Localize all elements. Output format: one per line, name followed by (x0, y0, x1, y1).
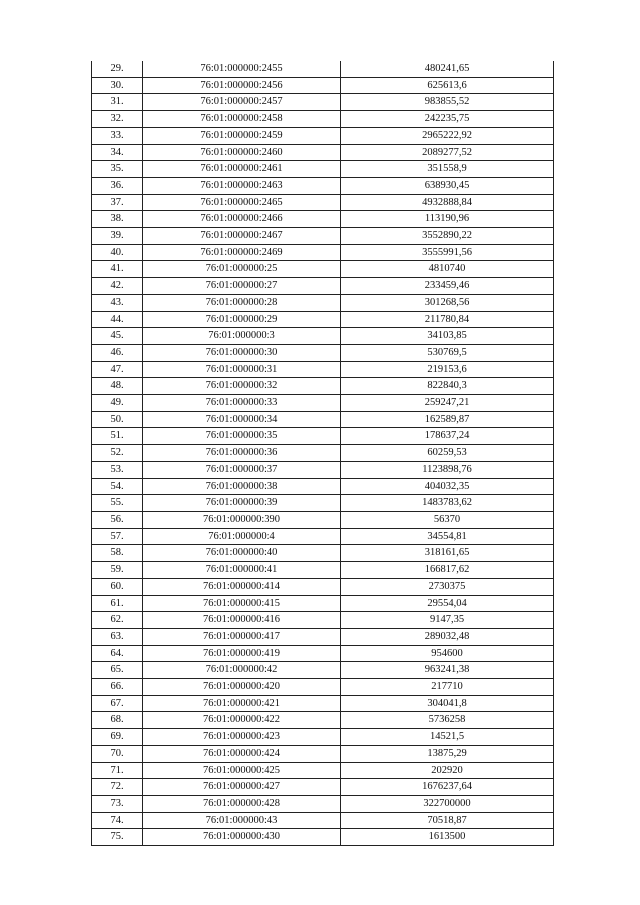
row-number-cell: 43. (92, 294, 143, 311)
table-row (92, 578, 554, 595)
cadastral-value-cell: 166817,62 (341, 562, 554, 579)
cadastral-value-cell: 14521,5 (341, 729, 554, 746)
table-row (92, 729, 554, 746)
cadastral-value-cell: 178637,24 (341, 428, 554, 445)
table-row (92, 411, 554, 428)
cadastral-number-cell: 76:01:000000:2459 (143, 127, 341, 144)
row-number-cell: 38. (92, 211, 143, 228)
table-row (92, 77, 554, 94)
cadastral-value-cell: 113190,96 (341, 211, 554, 228)
row-number-cell: 50. (92, 411, 143, 428)
table-row (92, 161, 554, 178)
cadastral-number-cell: 76:01:000000:42 (143, 662, 341, 679)
cadastral-number-cell: 76:01:000000:39 (143, 495, 341, 512)
cadastral-value-cell: 13875,29 (341, 745, 554, 762)
row-number-cell: 34. (92, 144, 143, 161)
cadastral-number-cell: 76:01:000000:37 (143, 461, 341, 478)
cadastral-value-cell: 304041,8 (341, 695, 554, 712)
table-row (92, 361, 554, 378)
row-number-cell: 51. (92, 428, 143, 445)
row-number-cell: 44. (92, 311, 143, 328)
table-row (92, 495, 554, 512)
cadastral-value-cell: 318161,65 (341, 545, 554, 562)
cadastral-value-cell: 4932888,84 (341, 194, 554, 211)
cadastral-number-cell: 76:01:000000:2467 (143, 228, 341, 245)
table-row (92, 445, 554, 462)
row-number-cell: 70. (92, 745, 143, 762)
row-number-cell: 45. (92, 328, 143, 345)
cadastral-value-cell: 3552890,22 (341, 228, 554, 245)
table-row (92, 94, 554, 111)
cadastral-value-cell: 404032,35 (341, 478, 554, 495)
cadastral-value-cell: 34103,85 (341, 328, 554, 345)
row-number-cell: 31. (92, 94, 143, 111)
row-number-cell: 59. (92, 562, 143, 579)
cadastral-value-cell: 1483783,62 (341, 495, 554, 512)
cadastral-number-cell: 76:01:000000:425 (143, 762, 341, 779)
cadastral-number-cell: 76:01:000000:33 (143, 395, 341, 412)
cadastral-number-cell: 76:01:000000:2469 (143, 244, 341, 261)
table-row (92, 395, 554, 412)
row-number-cell: 40. (92, 244, 143, 261)
row-number-cell: 36. (92, 177, 143, 194)
table-row (92, 511, 554, 528)
table-row (92, 695, 554, 712)
cadastral-number-cell: 76:01:000000:29 (143, 311, 341, 328)
row-number-cell: 64. (92, 645, 143, 662)
table-row (92, 545, 554, 562)
cadastral-value-table (91, 61, 554, 846)
table-row (92, 829, 554, 846)
cadastral-number-cell: 76:01:000000:36 (143, 445, 341, 462)
cadastral-value-cell: 322700000 (341, 795, 554, 812)
cadastral-value-cell: 9147,35 (341, 612, 554, 629)
cadastral-value-cell: 954600 (341, 645, 554, 662)
cadastral-number-cell: 76:01:000000:32 (143, 378, 341, 395)
table-row (92, 628, 554, 645)
table-row (92, 679, 554, 696)
cadastral-number-cell: 76:01:000000:2457 (143, 94, 341, 111)
cadastral-value-cell: 351558,9 (341, 161, 554, 178)
cadastral-number-cell: 76:01:000000:28 (143, 294, 341, 311)
table-row (92, 528, 554, 545)
cadastral-number-cell: 76:01:000000:27 (143, 278, 341, 295)
row-number-cell: 55. (92, 495, 143, 512)
cadastral-value-cell: 4810740 (341, 261, 554, 278)
row-number-cell: 75. (92, 829, 143, 846)
cadastral-value-cell: 34554,81 (341, 528, 554, 545)
row-number-cell: 58. (92, 545, 143, 562)
cadastral-number-cell: 76:01:000000:34 (143, 411, 341, 428)
table-row (92, 328, 554, 345)
row-number-cell: 57. (92, 528, 143, 545)
cadastral-value-cell: 480241,65 (341, 61, 554, 77)
table-body (92, 61, 554, 846)
row-number-cell: 69. (92, 729, 143, 746)
row-number-cell: 46. (92, 344, 143, 361)
table-row (92, 812, 554, 829)
row-number-cell: 54. (92, 478, 143, 495)
row-number-cell: 67. (92, 695, 143, 712)
row-number-cell: 33. (92, 127, 143, 144)
cadastral-number-cell: 76:01:000000:415 (143, 595, 341, 612)
table-row (92, 311, 554, 328)
table-row (92, 111, 554, 128)
cadastral-value-cell: 202920 (341, 762, 554, 779)
cadastral-value-cell: 217710 (341, 679, 554, 696)
cadastral-value-cell: 1613500 (341, 829, 554, 846)
table-row (92, 762, 554, 779)
cadastral-value-cell: 2965222,92 (341, 127, 554, 144)
row-number-cell: 56. (92, 511, 143, 528)
cadastral-number-cell: 76:01:000000:25 (143, 261, 341, 278)
cadastral-value-cell: 60259,53 (341, 445, 554, 462)
row-number-cell: 41. (92, 261, 143, 278)
table-row (92, 428, 554, 445)
row-number-cell: 53. (92, 461, 143, 478)
cadastral-number-cell: 76:01:000000:427 (143, 779, 341, 796)
row-number-cell: 39. (92, 228, 143, 245)
cadastral-value-cell: 301268,56 (341, 294, 554, 311)
cadastral-number-cell: 76:01:000000:390 (143, 511, 341, 528)
table-row (92, 779, 554, 796)
cadastral-number-cell: 76:01:000000:2461 (143, 161, 341, 178)
cadastral-number-cell: 76:01:000000:417 (143, 628, 341, 645)
row-number-cell: 74. (92, 812, 143, 829)
cadastral-number-cell: 76:01:000000:4 (143, 528, 341, 545)
cadastral-number-cell: 76:01:000000:30 (143, 344, 341, 361)
row-number-cell: 68. (92, 712, 143, 729)
cadastral-value-cell: 70518,87 (341, 812, 554, 829)
cadastral-value-cell: 983855,52 (341, 94, 554, 111)
cadastral-value-cell: 233459,46 (341, 278, 554, 295)
table-row (92, 278, 554, 295)
table-row (92, 562, 554, 579)
row-number-cell: 37. (92, 194, 143, 211)
row-number-cell: 35. (92, 161, 143, 178)
table-row (92, 244, 554, 261)
row-number-cell: 65. (92, 662, 143, 679)
cadastral-number-cell: 76:01:000000:35 (143, 428, 341, 445)
row-number-cell: 72. (92, 779, 143, 796)
cadastral-value-cell: 2089277,52 (341, 144, 554, 161)
table-row (92, 745, 554, 762)
cadastral-value-cell: 242235,75 (341, 111, 554, 128)
cadastral-number-cell: 76:01:000000:2463 (143, 177, 341, 194)
cadastral-number-cell: 76:01:000000:38 (143, 478, 341, 495)
row-number-cell: 48. (92, 378, 143, 395)
cadastral-number-cell: 76:01:000000:43 (143, 812, 341, 829)
cadastral-value-cell: 211780,84 (341, 311, 554, 328)
cadastral-number-cell: 76:01:000000:2458 (143, 111, 341, 128)
table-row (92, 712, 554, 729)
cadastral-value-cell: 259247,21 (341, 395, 554, 412)
cadastral-number-cell: 76:01:000000:3 (143, 328, 341, 345)
table-row (92, 795, 554, 812)
table-row (92, 177, 554, 194)
row-number-cell: 47. (92, 361, 143, 378)
cadastral-number-cell: 76:01:000000:421 (143, 695, 341, 712)
cadastral-number-cell: 76:01:000000:428 (143, 795, 341, 812)
table-row (92, 612, 554, 629)
cadastral-number-cell: 76:01:000000:40 (143, 545, 341, 562)
cadastral-number-cell: 76:01:000000:416 (143, 612, 341, 629)
row-number-cell: 60. (92, 578, 143, 595)
table-row (92, 344, 554, 361)
cadastral-value-cell: 530769,5 (341, 344, 554, 361)
cadastral-value-cell: 219153,6 (341, 361, 554, 378)
cadastral-number-cell: 76:01:000000:424 (143, 745, 341, 762)
table-row (92, 294, 554, 311)
cadastral-number-cell: 76:01:000000:2465 (143, 194, 341, 211)
cadastral-number-cell: 76:01:000000:430 (143, 829, 341, 846)
cadastral-value-cell: 963241,38 (341, 662, 554, 679)
row-number-cell: 42. (92, 278, 143, 295)
cadastral-number-cell: 76:01:000000:2466 (143, 211, 341, 228)
table-row (92, 378, 554, 395)
cadastral-value-cell: 5736258 (341, 712, 554, 729)
row-number-cell: 66. (92, 679, 143, 696)
table-row (92, 595, 554, 612)
cadastral-value-cell: 1123898,76 (341, 461, 554, 478)
table-row (92, 211, 554, 228)
row-number-cell: 71. (92, 762, 143, 779)
row-number-cell: 52. (92, 445, 143, 462)
table-row (92, 461, 554, 478)
cadastral-number-cell: 76:01:000000:2460 (143, 144, 341, 161)
cadastral-number-cell: 76:01:000000:420 (143, 679, 341, 696)
cadastral-value-cell: 56370 (341, 511, 554, 528)
row-number-cell: 73. (92, 795, 143, 812)
table-row (92, 645, 554, 662)
cadastral-value-cell: 1676237,64 (341, 779, 554, 796)
table-row (92, 144, 554, 161)
row-number-cell: 61. (92, 595, 143, 612)
table-row (92, 261, 554, 278)
row-number-cell: 30. (92, 77, 143, 94)
cadastral-number-cell: 76:01:000000:31 (143, 361, 341, 378)
cadastral-value-cell: 29554,04 (341, 595, 554, 612)
cadastral-number-cell: 76:01:000000:414 (143, 578, 341, 595)
cadastral-value-cell: 3555991,56 (341, 244, 554, 261)
cadastral-value-cell: 638930,45 (341, 177, 554, 194)
cadastral-number-cell: 76:01:000000:2455 (143, 61, 341, 77)
cadastral-number-cell: 76:01:000000:41 (143, 562, 341, 579)
cadastral-number-cell: 76:01:000000:419 (143, 645, 341, 662)
cadastral-value-cell: 162589,87 (341, 411, 554, 428)
table-row (92, 662, 554, 679)
cadastral-number-cell: 76:01:000000:422 (143, 712, 341, 729)
row-number-cell: 62. (92, 612, 143, 629)
table-row (92, 61, 554, 77)
table-row (92, 228, 554, 245)
row-number-cell: 32. (92, 111, 143, 128)
cadastral-number-cell: 76:01:000000:2456 (143, 77, 341, 94)
table-row (92, 478, 554, 495)
table-row (92, 127, 554, 144)
cadastral-value-cell: 289032,48 (341, 628, 554, 645)
row-number-cell: 29. (92, 61, 143, 77)
row-number-cell: 63. (92, 628, 143, 645)
row-number-cell: 49. (92, 395, 143, 412)
table-row (92, 194, 554, 211)
cadastral-number-cell: 76:01:000000:423 (143, 729, 341, 746)
cadastral-value-cell: 625613,6 (341, 77, 554, 94)
cadastral-value-cell: 822840,3 (341, 378, 554, 395)
cadastral-value-cell: 2730375 (341, 578, 554, 595)
